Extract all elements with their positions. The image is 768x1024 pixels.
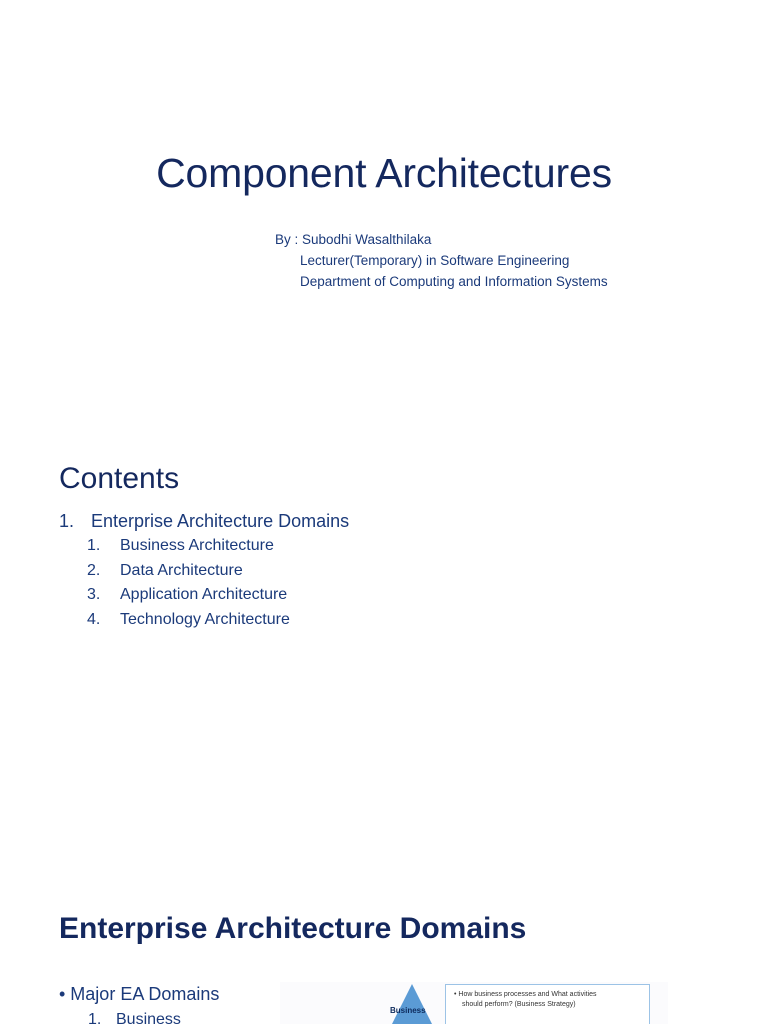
contents-subitem [87, 608, 349, 633]
subitem-number: 2. [87, 561, 101, 579]
ea-domains-slide [0, 864, 768, 1024]
subitem-label: Technology Architecture [120, 610, 290, 628]
sub-bullet-item [88, 1011, 181, 1024]
bullet-item: • Major EA Domains [59, 984, 220, 1004]
presentation-title: Component Architectures [156, 150, 612, 196]
contents-subitem [87, 559, 349, 584]
subitem-number: 4. [87, 610, 101, 628]
ea-domains-heading: Enterprise Architecture Domains [59, 912, 527, 945]
author-block [275, 229, 608, 292]
title-slide [0, 0, 768, 432]
contents-sublist [87, 534, 349, 632]
contents-item-number: 1. [59, 510, 75, 531]
department-line: Department of Computing and Information Systems [300, 274, 608, 289]
contents-item [59, 508, 349, 632]
contents-list [59, 508, 349, 632]
ea-diagram [280, 982, 668, 1024]
subitem-number: 1. [87, 537, 101, 555]
subitem-label: Business Architecture [120, 537, 274, 555]
diagram-layer-label: Business [390, 1006, 426, 1015]
role-line: Lecturer(Temporary) in Software Engineering [300, 253, 570, 268]
subitem-number: 3. [87, 586, 101, 604]
contents-slide [0, 432, 768, 864]
contents-heading: Contents [59, 462, 180, 495]
contents-subitem [87, 583, 349, 608]
contents-subitem [87, 534, 349, 559]
diagram-description-box [445, 984, 650, 1024]
diagram-description: • How business processes and What activities should perform? (Business Strategy) [454, 991, 597, 1008]
subitem-label: Data Architecture [120, 561, 243, 579]
sub-bullet-label: Business [116, 1011, 181, 1024]
contents-item-label: Enterprise Architecture Domains [91, 510, 350, 531]
sub-bullet-number: 1. [88, 1011, 102, 1024]
pyramid-icon [392, 984, 432, 1024]
author-line: By : Subodhi Wasalthilaka [275, 232, 432, 247]
subitem-label: Application Architecture [120, 586, 288, 604]
